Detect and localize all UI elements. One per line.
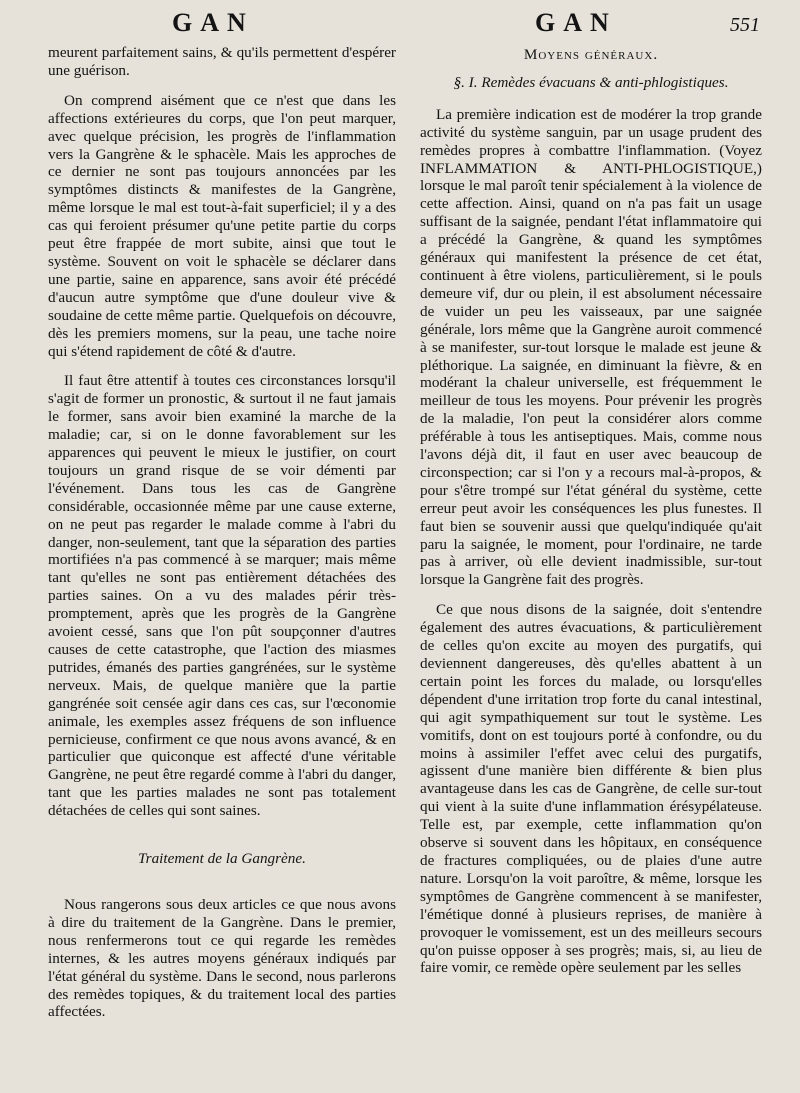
paragraph: On comprend aisément que ce n'est que dans les affections extérieures du corps, que l'on peut marquer, avec quelque précision, les progrès de l'inflammation vers la Gangrène & le sphacèle. Mais les approches de ce dernier ne sont pas toujours annoncées par les symptômes distincts & manifestes de la Gangrène, même lorsque le mal est tout-à-fait superficiel; il y a des cas qui feroient présumer qu'une petite partie du corps peut être frappée de mort subite, ainsi que tout le système. Souvent on voit le sphacèle se déclarer dans une partie, saine en apparence, sans avoir été précédé d'aucun autre symptôme que d'une douleur vive & soudaine de cette même partie. Quelquefois on découvre, dès les premiers momens, sur la peau, une tache noire qui s'étend rapidement de côté & d'autre. (48, 91, 396, 360)
page-header (0, 6, 800, 46)
section-heading-traitement: Traitement de la Gangrène. (138, 850, 306, 868)
paragraph: Il faut être attentif à toutes ces circonstances lorsqu'il s'agit de former un pronostic, & surtout il ne faut jamais le former, sans avoir bien examiné la marche de la maladie; car, si on le donne favorablement sur les apparences qui peuvent le mieux le justifier, on court toujours un grand risque de se voir démenti par l'événement. Dans tous les cas de Gangrène considérable, occasionnée même par une cause externe, on ne peut pas regarder le malade comme à l'abri du danger, non-seulement, tant que la séparation des parties mortifiées n'a pas commencé à se marquer; mais même tant qu'elles ne sont pas entièrement détachées des parties saines. On a vu des malades périr très-promptement, après que les progrès de la Gangrène avoient cessé, sans que l'on pût soupçonner d'autres causes de cette catastrophe, que l'action des miasmes putrides, émanés des parties gangrénées, sur le système nerveux. Mais, de quelque manière que la partie gangrénée soit censée agir dans ces cas, sur l'œconomie animale, les exemples assez fréquens de son influence pernicieuse, confirment ce que nous avons avancé, & en particulier que quiconque est affecté d'une véritable Gangrène, ne peut être regardé comme à l'abri du danger, tant que les parties malades ne sont pas totalement détachées de celles qui sont saines. (48, 372, 396, 820)
paragraph: La première indication est de modérer la trop grande activité du système sanguin, par un usage prudent des remèdes propres à combattre l'inflammation. (Voyez INFLAMMATION & ANTI-PHLOGISTIQUE,) lorsque le mal paroît tenir spécialement à la violence de cette affection. Ainsi, quand on n'a pas fait un usage suffisant de la saignée, pendant l'état inflammatoire qui a précédé la Gangrène, & quand les symptômes généraux qui manifestent la présence de cet état, continuent à être violens, particulièrement, si le pouls demeure vif, dur ou plein, il est absolument nécessaire de vuider un peu les vaisseaux, par une saignée générale, lors même que la Gangrène auroit commencé à se manifester, sur-tout lorsque le malade est jeune & pléthorique. La saignée, en diminuant la fièvre, & en modérant la chaleur universelle, est fréquemment le meilleur de tous les moyens. Pour prévenir les progrès de la maladie, l'on peut la considérer alors comme préférable à tous les antiseptiques. Mais, comme nous l'avons déjà dit, il faut en user avec beaucoup de circonspection; car si l'on y a recours mal-à-propos, & pour s'être trompé sur l'état général du système, cette erreur peut avoir les conséquences les plus funestes. Il faut bien se souvenir aussi que quelqu'indiquée qu'ait paru la saignée, le moment, pour l'ordinaire, ne tarde pas à arriver, où elle devient inadmissible, sur-tout lorsque la Gangrène fait des progrès. (420, 105, 762, 589)
section-title-remedes: §. I. Remèdes évacuans & anti-phlogistiques. (453, 73, 729, 91)
paragraph: Nous rangerons sous deux articles ce que nous avons à dire du traitement de la Gangrène. Dans le premier, nous renfermerons tout ce qui regarde les remèdes internes, & les autres moyens généraux indiqués par l'état général du système. Dans le second, nous parlerons des remèdes topiques, & du traitement local des parties affectées. (48, 895, 396, 1021)
right-column (420, 44, 762, 977)
paragraph: Ce que nous disons de la saignée, doit s'entendre également des autres évacuations, & particulièrement de celles qu'on excite au moyen des purgatifs, qui deviennent dangereuses, dès qu'elles abattent à un certain point les forces du malade, ou lorsqu'elles dépendent d'une irritation trop forte du canal intestinal, qui agit sympathiquement sur tout le système. Les vomitifs, dont on est toujours porté à confondre, ou du moins à assimiler l'effet avec celui des purgatifs, agissent d'une manière bien différente & bien plus avantageuse dans les cas de Gangrène, de celle sur-tout qui vient à la suite d'une inflammation érésypélateuse. Telle est, par exemple, cette inflammation qu'on observe si souvent dans les hôpitaux, en conséquence de fractures compliquées, ou de plaies d'une autre nature. Lorsqu'on la voit paroître, & même, lorsque les symptômes de Gangrène commencent à se manifester, l'émétique donné à plusieurs reprises, de manière à provoquer le vomissement, est un des meilleurs secours qu'on puisse opposer à ses progrès; mais, si, au lieu de faire vomir, ce remède opère seulement par les selles (420, 601, 762, 977)
running-head-left: GAN (172, 8, 254, 37)
subhead-moyens-generaux: Moyens généraux. (523, 46, 659, 63)
paragraph-continued: meurent parfaitement sains, & qu'ils permettent d'espérer une guérison. (48, 44, 396, 79)
left-column (48, 44, 396, 1021)
page-number: 551 (730, 14, 760, 36)
running-head-right: GAN (535, 8, 617, 37)
